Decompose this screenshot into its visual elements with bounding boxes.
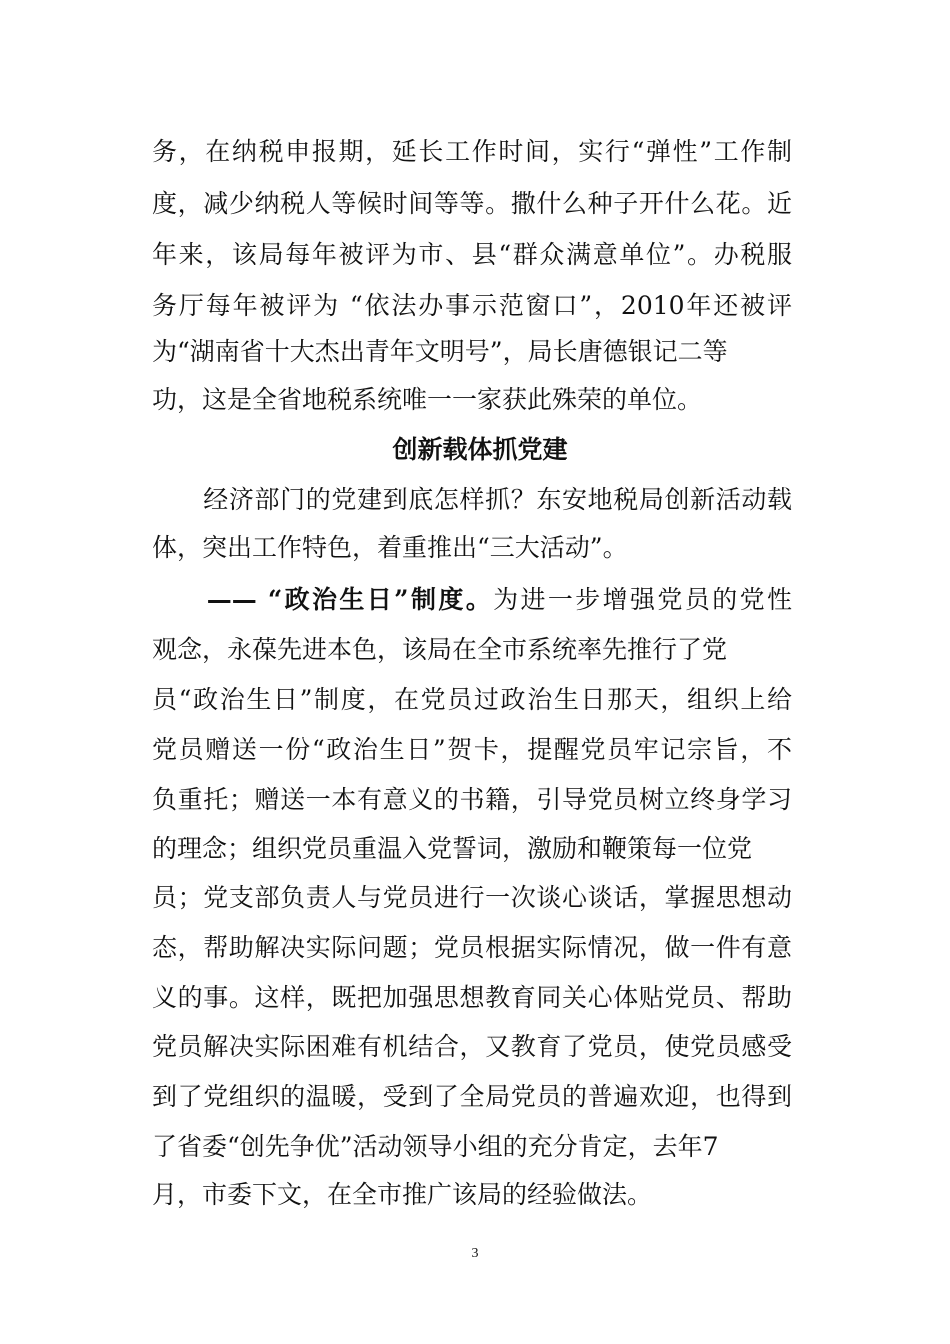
body-text-line: 义的事。这样，既把加强思想教育同关心体贴党员、帮助 (152, 983, 792, 1012)
page-number: 3 (471, 1246, 479, 1261)
section-heading: 创新载体抓党建 (392, 435, 568, 464)
body-text-line: 务厅每年被评为 “依法办事示范窗口”，2010年还被评 (152, 291, 792, 320)
body-text-line: 的理念；组织党员重温入党誓词，激励和鞭策每一位党 (152, 834, 753, 863)
body-text-line: 务，在纳税申报期，延长工作时间，实行“弹性”工作制 (152, 137, 792, 166)
body-text-line: 月，市委下文，在全市推广该局的经验做法。 (152, 1180, 653, 1209)
body-text-line: 了省委“创先争优”活动领导小组的充分肯定，去年7 (152, 1132, 719, 1161)
item-first-line-rest: 为进一步增强党员的党性 (493, 585, 792, 614)
body-text-line: 负重托；赠送一本有意义的书籍，引导党员树立终身学习 (152, 785, 792, 814)
body-text-line: 体，突出工作特色，着重推出“三大活动”。 (152, 533, 628, 562)
body-text-line: 度，减少纳税人等候时间等等。撒什么种子开什么花。近 (152, 189, 792, 218)
body-text-line: 功，这是全省地税系统唯一一家获此殊荣的单位。 (152, 385, 703, 414)
body-text-line: 为“湖南省十大杰出青年文明号”，局长唐德银记二等 (152, 337, 728, 366)
item-lead-in: —— “政治生日”制度。 (152, 585, 494, 614)
body-text-line: 到了党组织的温暖，受到了全局党员的普遍欢迎，也得到 (152, 1082, 792, 1111)
body-text-line: 员“政治生日”制度，在党员过政治生日那天，组织上给 (152, 685, 792, 714)
body-text-line: 观念，永葆先进本色，该局在全市系统率先推行了党 (152, 635, 728, 664)
body-text-line: 党员解决实际困难有机结合，又教育了党员，使党员感受 (152, 1032, 792, 1061)
item-first-line (152, 580, 792, 620)
body-text-line: 员；党支部负责人与党员进行一次谈心谈话，掌握思想动 (152, 883, 792, 912)
body-text-line: 党员赠送一份“政治生日”贺卡，提醒党员牢记宗旨，不 (152, 735, 792, 764)
body-text-line: 态，帮助解决实际问题；党员根据实际情况，做一件有意 (152, 933, 792, 962)
body-text-line: 经济部门的党建到底怎样抓？东安地税局创新活动载 (152, 485, 792, 514)
body-text-line: 年来，该局每年被评为市、县“群众满意单位”。办税服 (152, 240, 792, 269)
